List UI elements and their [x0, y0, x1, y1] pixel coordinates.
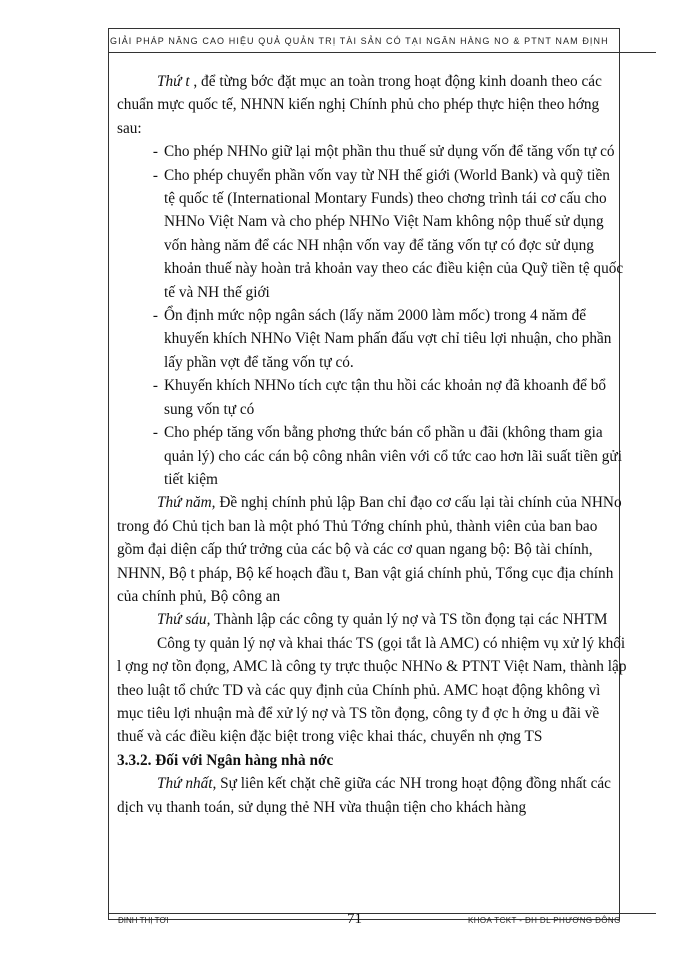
- bullet-marker: -: [152, 424, 158, 442]
- bullet-text: Cho phép tăng vốn bằng phơng thức bán cổ phần u đãi (không tham gia quản lý) cho các cán bộ công nhân viên với cổ tức cao hơn lãi suất tiền gửi tiết kiệm: [164, 424, 622, 488]
- lead-in: Thứ năm,: [157, 494, 216, 512]
- page-number: 71: [347, 911, 362, 927]
- paragraph-text: Thành lập các công ty quản lý nợ và TS tồn đọng tại các NHTM: [210, 611, 608, 629]
- paragraph-text: Sự liên kết chặt chẽ giữa các NH trong hoạt động đồng nhất các dịch vụ thanh toán, sử dụng thẻ NH vừa thuận tiện cho khách hàng: [117, 775, 611, 816]
- header-rule: [108, 52, 656, 53]
- paragraph-thu-sau: [117, 608, 627, 631]
- paragraph-text: Công ty quản lý nợ và khai thác TS (gọi tắt là AMC) có nhiệm vụ xử lý khối l ợng nợ tồn đọng, AMC là công ty trực thuộc NHNo & PTNT Việt Nam, thành lập theo luật tổ chức TD và các quy định của Chính phủ. AMC hoạt động không vì mục tiêu lợi nhuận mà để xử lý nợ và TS tồn đọng, công ty đ ợc h ởng u đãi về thuế và các điều kiện đặc biệt trong việc khai thác, chuyển nh ợng TS: [117, 634, 627, 746]
- paragraph-text: , để từng bớc đặt mục an toàn trong hoạt động kinh doanh theo các chuẩn mực quốc tế, NHNN kiến nghị Chính phủ cho phép thực hiện theo hớng sau:: [117, 73, 602, 137]
- body-text: [117, 70, 627, 819]
- lead-in: Thứ nhất,: [157, 775, 217, 793]
- paragraph-thu-tu: [117, 70, 627, 140]
- paragraph-text: Đề nghị chính phủ lập Ban chỉ đạo cơ cấu lại tài chính của NHNo trong đó Chủ tịch ban là một phó Thủ Tớng chính phủ, thành viên của ban bao gồm đại diện cấp thứ trởng của các bộ và các cơ quan ngang bộ: Bộ tài chính, NHNN, Bộ t pháp, Bộ kế hoạch đầu t, Ban vật giá chính phủ, Tổng cục địa chính của chính phủ, Bộ công an: [117, 494, 622, 605]
- bullet-marker: -: [152, 166, 158, 184]
- lead-in: Thứ t: [157, 73, 190, 90]
- bullet-item: [117, 421, 627, 491]
- footer-author: ĐINH THỊ TƠI: [118, 916, 169, 925]
- bullet-text: Cho phép NHNo giữ lại một phần thu thuế sử dụng vốn để tăng vốn tự có: [164, 143, 615, 161]
- paragraph-thu-nhat: [117, 772, 627, 819]
- bullet-item: [117, 164, 627, 304]
- bullet-marker: -: [152, 143, 158, 161]
- bullet-text: Khuyến khích NHNo tích cực tận thu hồi các khoản nợ đã khoanh để bổ sung vốn tự có: [164, 377, 607, 418]
- bullet-text: Ổn định mức nộp ngân sách (lấy năm 2000 làm mốc) trong 4 năm để khuyến khích NHNo Việt Nam phấn đấu vợt chỉ tiêu lợi nhuận, cho phần lấy phần vợt để tăng vốn tự có.: [164, 307, 612, 371]
- bullet-item: [117, 374, 627, 421]
- paragraph-thu-nam: [117, 491, 627, 608]
- section-heading: 3.3.2. Đối với Ngân hàng nhà nớc: [117, 751, 334, 769]
- lead-in: Thứ sáu,: [157, 611, 211, 629]
- bullet-marker: -: [152, 307, 158, 325]
- bullet-marker: -: [152, 377, 158, 395]
- bullet-item: [117, 304, 627, 374]
- bullet-item: [117, 140, 627, 163]
- bullet-text: Cho phép chuyển phần vốn vay từ NH thế giới (World Bank) và quỹ tiền tệ quốc tế (International Montary Funds) theo chơng trình tái cơ cấu cho NHNo Việt Nam và cho phép NHNo Việt Nam không nộp thuế sử dụng vốn hàng năm để các NH nhận vốn vay để tăng vốn tự có đợc sử dụng khoản thuế này hoàn trả khoản vay theo các điều kiện của Quỹ tiền tệ quốc tế và NH thế giới: [164, 166, 624, 301]
- running-header: GIẢI PHÁP NÂNG CAO HIỆU QUẢ QUẢN TRỊ TÀI SẢN CÓ TẠI NGÂN HÀNG NO & PTNT NAM ĐỊNH: [110, 36, 609, 46]
- footer-rule: [108, 913, 656, 914]
- footer-department: KHOA TCKT - ĐH DL PHƯƠNG ĐÔNG: [468, 916, 621, 925]
- paragraph-amc: [117, 632, 627, 749]
